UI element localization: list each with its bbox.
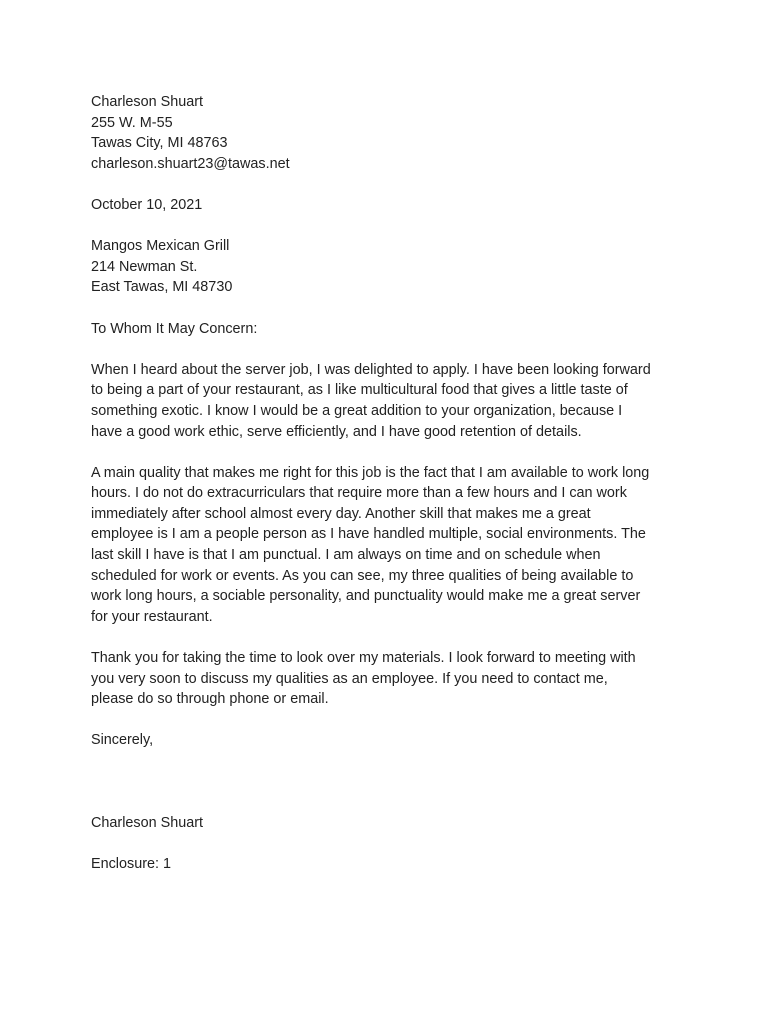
paragraph-line: scheduled for work or events. As you can see, my three qualities of being available to: [91, 567, 634, 584]
enclosure-note: Enclosure: 1: [91, 855, 171, 872]
paragraph-line: to being a part of your restaurant, as I like multicultural food that gives a little taste of: [91, 382, 628, 399]
body-paragraph-3: [91, 648, 691, 710]
closing: Sincerely,: [91, 732, 154, 749]
paragraph-line: last skill I have is that I am punctual. I am always on time and on schedule when: [91, 547, 601, 564]
recipient-address-block: [91, 236, 691, 298]
recipient-city: East Tawas, MI 48730: [91, 279, 233, 296]
paragraph-line: something exotic. I know I would be a great addition to your organization, because I: [91, 402, 623, 419]
paragraph-line: When I heard about the server job, I was delighted to apply. I have been looking forward: [91, 361, 651, 378]
sender-city: Tawas City, MI 48763: [91, 135, 228, 152]
sender-address-block: [91, 92, 691, 174]
salutation: To Whom It May Concern:: [91, 320, 258, 337]
paragraph-line: immediately after school almost every day. Another skill that makes me a great: [91, 505, 591, 522]
paragraph-line: have a good work ethic, serve efficiently, and I have good retention of details.: [91, 423, 582, 440]
recipient-name: Mangos Mexican Grill: [91, 238, 230, 255]
paragraph-line: for your restaurant.: [91, 608, 213, 625]
sender-name: Charleson Shuart: [91, 94, 203, 110]
cover-letter: [91, 92, 691, 875]
sender-email: charleson.shuart23@tawas.net: [91, 155, 290, 172]
recipient-street: 214 Newman St.: [91, 258, 198, 275]
paragraph-line: work long hours, a sociable personality, and punctuality would make me a great server: [91, 588, 641, 605]
paragraph-line: A main quality that makes me right for this job is the fact that I am available to work long: [91, 464, 650, 481]
body-paragraph-2: [91, 463, 691, 628]
paragraph-line: you very soon to discuss my qualities as an employee. If you need to contact me,: [91, 670, 608, 687]
sender-street: 255 W. M-55: [91, 114, 173, 131]
signature-name: Charleson Shuart: [91, 814, 203, 831]
body-paragraph-1: [91, 360, 691, 442]
paragraph-line: hours. I do not do extracurriculars that require more than a few hours and I can work: [91, 485, 627, 502]
paragraph-line: Thank you for taking the time to look over my materials. I look forward to meeting with: [91, 650, 636, 667]
paragraph-line: employee is I am a people person as I have handled multiple, social environments. The: [91, 526, 646, 543]
paragraph-line: please do so through phone or email.: [91, 691, 329, 708]
letter-date: October 10, 2021: [91, 196, 203, 213]
